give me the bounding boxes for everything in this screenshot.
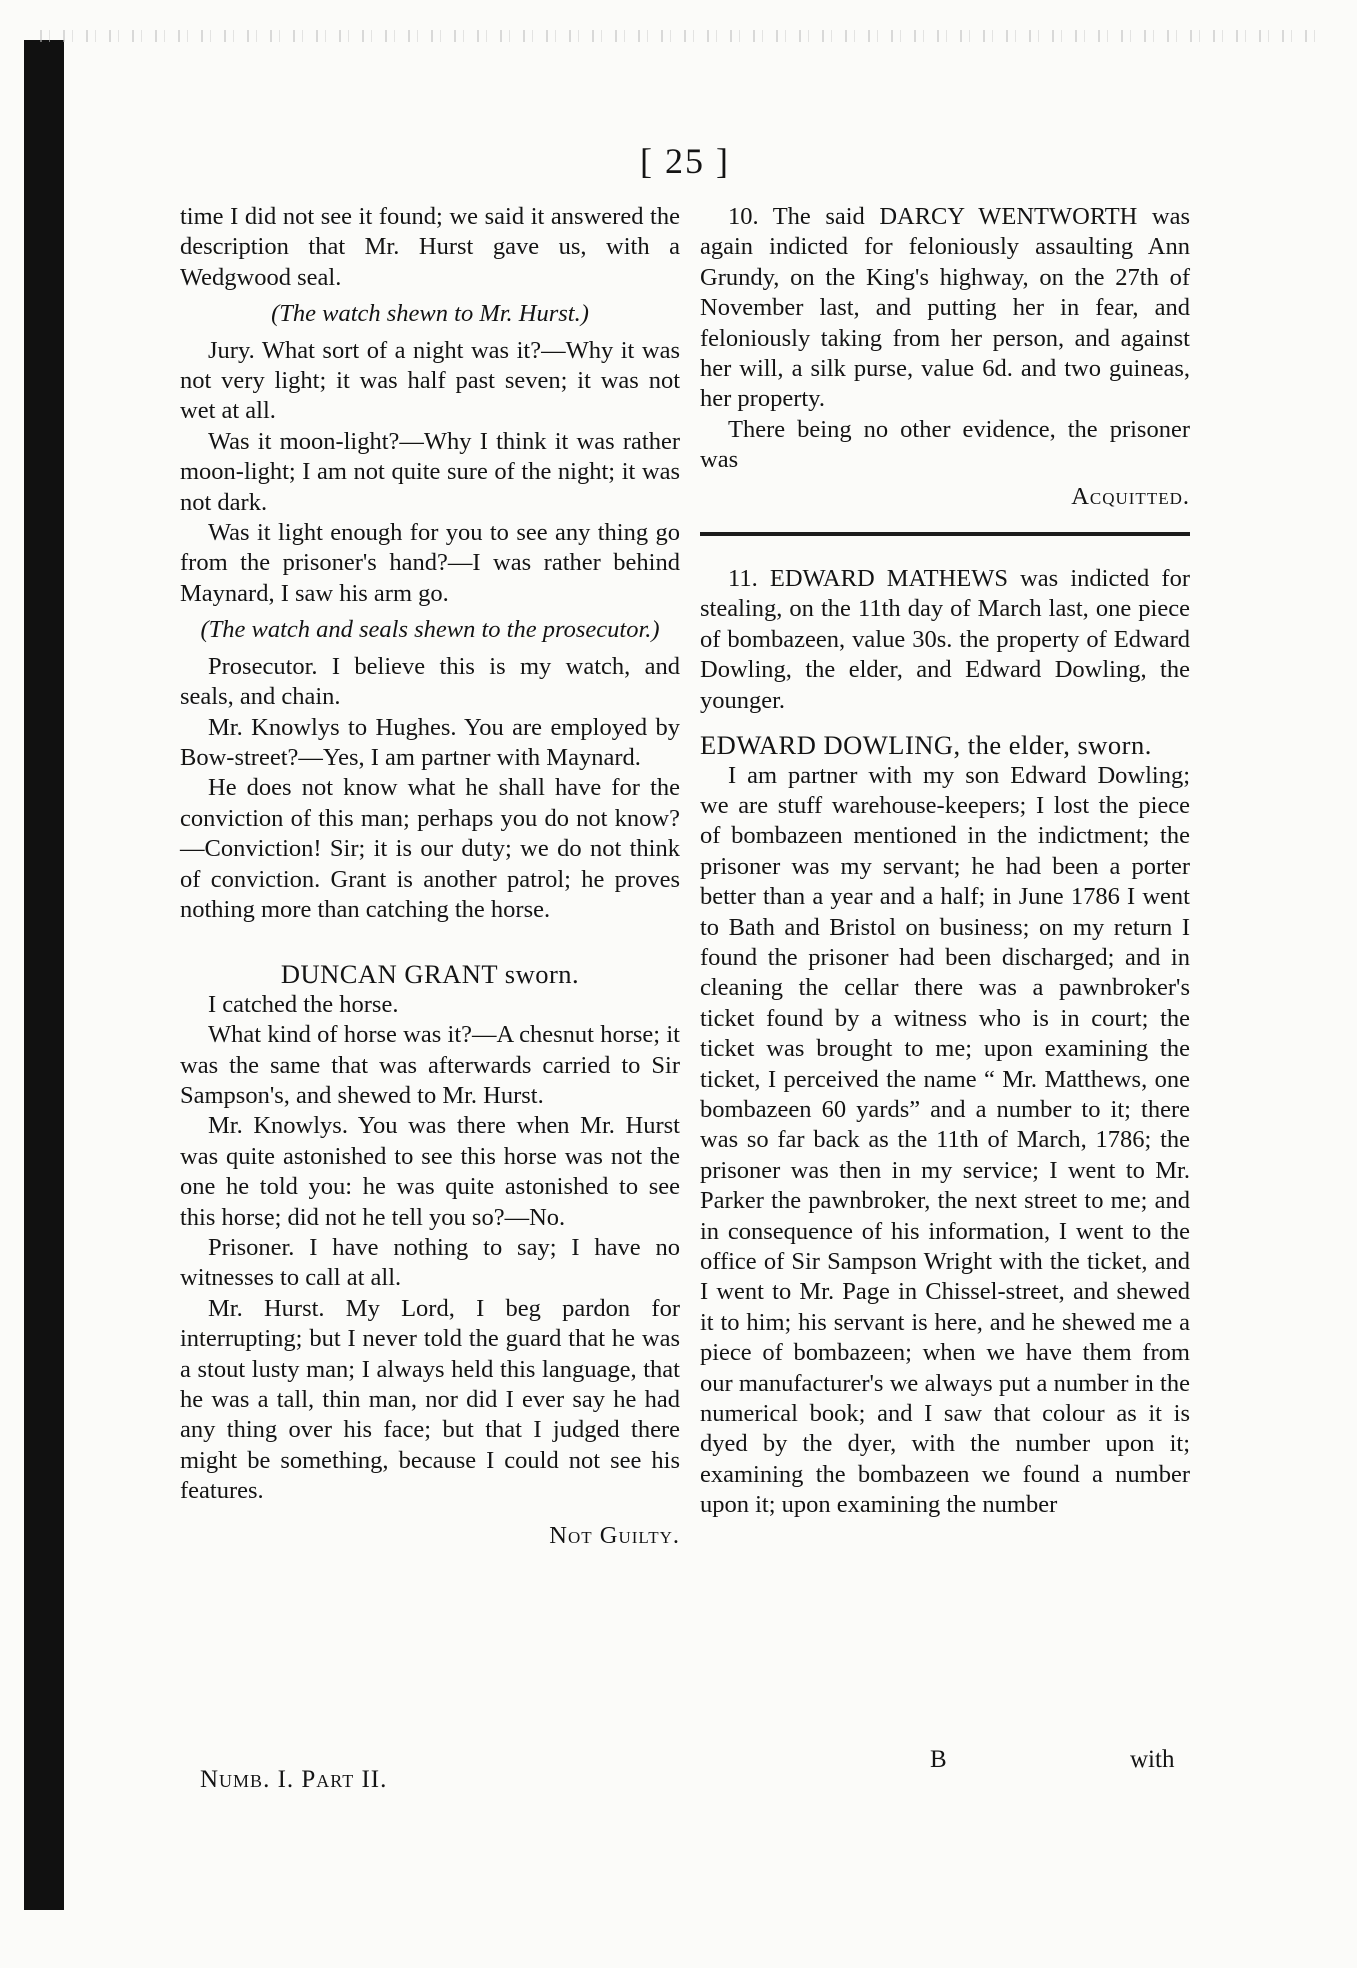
left-paragraph: Prisoner. I have nothing to say; I have no witnesses to call at all. [180, 1234, 680, 1292]
left-paragraph: Mr. Knowlys to Hughes. You are employed by Bow-street?—Yes, I am partner with Maynard. [180, 713, 680, 771]
left-column [180, 202, 680, 1551]
left-paragraph: time I did not see it found; we said it answered the description that Mr. Hurst gave us, with a Wedgwood seal. [180, 203, 680, 291]
right-paragraph: I am partner with my son Edward Dowling; we are stuff warehouse-keepers; I lost the piece of bombazeen mentioned in the indictment; the prisoner was my servant; he had been a porter better than a year and a half; in June 1786 I went to Bath and Bristol on business; on my return I found the prisoner had been discharged; and in cleaning the cellar there was a pawnbroker's ticket found by a witness who is in court; the ticket was brought to me; upon examining the ticket, I perceived the name “ Mr. Matthews, one bombazeen 60 yards” and a number to it; there was so far back as the 11th of March, 1786; the prisoner was then in my service; I went to Mr. Parker the pawnbroker, the next street to me; and in consequence of his information, I went to the office of Sir Sampson Wright with the ticket, and I went to Mr. Page in Chissel-street, and shewed it to him; his servant is here, and he shewed me a piece of bombazeen; when we have them from our manufacturer's we always put a number in the numerical book; and I saw that colour as it is dyed by the dyer, with the number upon it; examining the bombazeen we found a number upon it; upon examining the number [700, 761, 1190, 1519]
left-paragraph: (The watch shewn to Mr. Hurst.) [271, 300, 589, 328]
left-paragraph: Prosecutor. I believe this is my watch, and seals, and chain. [180, 652, 680, 711]
right-paragraph: EDWARD DOWLING, the elder, sworn. [700, 730, 1152, 761]
signature-mark: B [930, 1746, 947, 1773]
left-paragraph: He does not know what he shall have for the conviction of this man; perhaps you do not know?—Conviction! Sir; it is our duty; we do not think of conviction. Grant is another patrol; he proves nothing more than catching the horse. [180, 774, 680, 923]
left-paragraph: Was it moon-light?—Why I think it was rather moon-light; I am not quite sure of the night; it was not dark. [180, 427, 680, 516]
scan-top-noise [40, 30, 1320, 42]
right-column [700, 202, 1190, 1521]
part-label: Numb. I. Part II. [200, 1766, 388, 1793]
left-paragraph: I catched the horse. [208, 990, 399, 1018]
left-paragraph: Was it light enough for you to see any thing go from the prisoner's hand?—I was rather behind Maynard, I saw his arm go. [180, 519, 680, 607]
left-paragraph: Jury. What sort of a night was it?—Why it was not very light; it was half past seven; it was not wet at all. [180, 336, 680, 425]
left-paragraph: Mr. Hurst. My Lord, I beg pardon for interrupting; but I never told the guard that he was a stout lusty man; I always held this language, that he was a tall, thin man, nor did I ever say he had any thing over his face; but that I judged there might be something, because I could not see his features. [180, 1294, 680, 1505]
left-paragraph: Mr. Knowlys. You was there when Mr. Hurst was quite astonished to see this horse was not the one he told you: he was quite astonished to see this horse; did not he tell you so?—No. [180, 1112, 680, 1231]
section-rule [700, 532, 1190, 536]
left-paragraph: DUNCAN GRANT sworn. [280, 959, 580, 990]
left-paragraph: What kind of horse was it?—A chesnut horse; it was the same that was afterwards carried to Sir Sampson's, and shewed to Mr. Hurst. [180, 1021, 680, 1109]
left-paragraph: Not Guilty. [549, 1521, 680, 1549]
right-paragraph: There being no other evidence, the prisoner was [700, 415, 1190, 474]
left-paragraph: (The watch and seals shewn to the prosecutor.) [200, 616, 660, 644]
scan-edge-shadow [24, 40, 64, 1910]
right-paragraph: Acquitted. [1071, 482, 1190, 510]
catchword: with [1130, 1746, 1175, 1773]
page-number: [ 25 ] [640, 141, 730, 181]
right-paragraph: 10. The said DARCY WENTWORTH was again indicted for feloniously assaulting Ann Grundy, on the King's highway, on the 27th of November last, and putting her in fear, and feloniously taking from her person, and against her will, a silk purse, value 6d. and two guineas, her property. [700, 203, 1190, 413]
right-paragraph: 11. EDWARD MATHEWS was indicted for stealing, on the 11th day of March last, one piece of bombazeen, value 30s. the property of Edward Dowling, the elder, and Edward Dowling, the younger. [700, 565, 1190, 714]
